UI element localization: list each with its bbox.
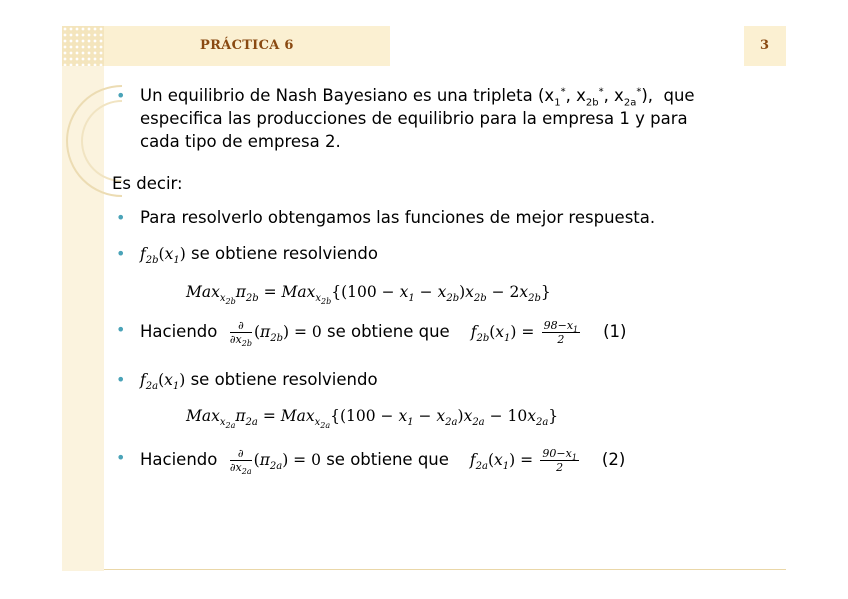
bullet-6-label: Haciendo [140, 450, 218, 469]
bullet-1-line-1: Un equilibrio de Nash Bayesiano es una tripleta (x [140, 86, 555, 105]
bullet-dot: • [116, 320, 126, 339]
f2b-func: $f_{2b}(x_1)$ [140, 245, 186, 267]
bullet-1-line-3: cada tipo de empresa 2. [140, 132, 341, 151]
bottom-divider [104, 569, 786, 570]
partial-frac-1: $\frac{\partial}{\partial x_{2b}}$ [229, 319, 252, 349]
f2b-result: $f_{2b}(x_1)$ = [470, 323, 535, 345]
bullet-5-text: se obtiene resolviendo [185, 370, 378, 389]
f2a-result: $f_{2a}(x_1)$ = [469, 451, 534, 473]
bullet-dot: • [116, 208, 126, 227]
slide-title: PRÁCTICA 6 [200, 38, 294, 53]
dot-pattern [62, 26, 104, 66]
partial-frac-2: $\frac{\partial}{\partial x_{2a}}$ [229, 447, 252, 477]
es-decir: Es decir: [112, 174, 183, 193]
bullet-dot: • [116, 370, 126, 389]
bullet-4-mid: se obtiene que [321, 322, 455, 341]
bullet-3-text: se obtiene resolviendo [185, 244, 379, 263]
bullet-dot: • [116, 244, 126, 263]
bullet-4-label: Haciendo [140, 322, 218, 341]
page-number: 3 [760, 38, 770, 53]
eq-tag-1: (1) [603, 322, 627, 341]
bullet-1-line-2: especifica las producciones de equilibrio para la empresa 1 y para [140, 109, 688, 128]
fraction-1: $\frac{98-x_1}{2}$ [543, 319, 579, 346]
bullet-dot: • [116, 86, 126, 105]
f2a-func: $f_{2a}(x_1)$ [140, 371, 186, 393]
equation-1: $Max_{x_{2b}}\pi_{2b} = Max_{x_{2b}}\{(100 - x_1 - x_{2b})x_{2b} - 2x_{2b}\}$ [186, 283, 551, 307]
bullet-6-mid: se obtiene que [320, 450, 455, 469]
header-rest [390, 26, 786, 66]
fraction-2: $\frac{90-x_1}{2}$ [542, 447, 577, 474]
eq-tag-2: (2) [601, 450, 626, 469]
bullet-dot: • [116, 448, 126, 467]
bullet-2-text: Para resolverlo obtengamos las funciones de mejor respuesta. [140, 208, 656, 227]
swirl-decoration [62, 66, 126, 216]
equation-2: $Max_{x_{2a}}\pi_{2a} = Max_{x_{2a}}\{(100 - x_1 - x_{2a})x_{2a} - 10x_{2a}\}$ [186, 407, 559, 431]
